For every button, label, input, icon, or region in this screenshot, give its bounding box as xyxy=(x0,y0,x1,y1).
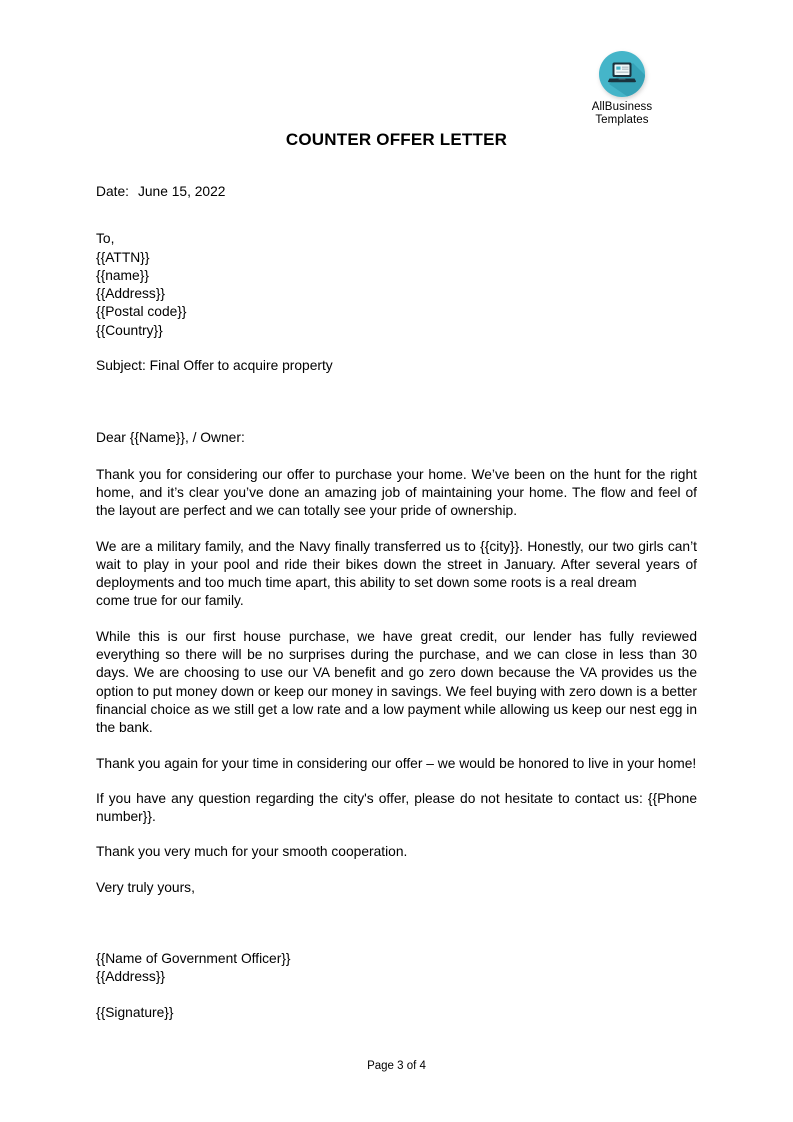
body-paragraph-3: While this is our first house purchase, we have great credit, our lender has fully reviewed everything so there will be no surprises during the purchase, and we can close in less than 30 days. We are choosing to use our VA benefit and go zero down because the VA provides us the option to put money down or keep our money in savings. We feel buying with zero down is a better financial choice as we still get a low rate and a low payment while allowing us keep our nest egg in the bank. xyxy=(96,628,698,736)
signer-address-placeholder: {{Address}} xyxy=(96,969,166,985)
brand-name-line1: AllBusiness xyxy=(591,101,653,113)
date-value: June 15, 2022 xyxy=(137,184,226,199)
body-paragraph-5: If you have any question regarding the city's offer, please do not hesitate to contact us: {{Phone number}}. xyxy=(96,790,697,825)
subject-line: Subject: Final Offer to acquire property xyxy=(96,358,333,374)
salutation: Dear {{Name}}, / Owner: xyxy=(96,430,245,446)
date-label: Date: xyxy=(96,184,129,199)
recipient-name-placeholder: {{name}} xyxy=(96,267,149,283)
closing-line: Very truly yours, xyxy=(96,879,195,895)
body-paragraph-2-line1: We are a military family, and the Navy finally transferred us to {{city}}. Honestly, our two girls can’t wait to play in your pool and ride their bikes down the street in January. After several years of deployments and too much time apart, this ability to set down some roots is a real dream xyxy=(96,538,697,591)
recipient-attn-placeholder: {{ATTN}} xyxy=(96,249,150,265)
recipient-country-placeholder: {{Country}} xyxy=(96,322,163,338)
date-line xyxy=(96,183,697,201)
body-paragraph-6: Thank you very much for your smooth cooperation. xyxy=(96,844,408,860)
recipient-address-placeholder: {{Address}} xyxy=(96,286,166,302)
body-paragraph-4: Thank you again for your time in considering our offer – we would be honored to live in your home! xyxy=(96,755,697,771)
body-paragraph-2-line2: come true for our family. xyxy=(96,593,244,609)
body-paragraph-1: Thank you for considering our offer to purchase your home. We’ve been on the hunt for the right home, and it’s clear you’ve done an amazing job of maintaining your home. The flow and feel of the layout are perfect and we can totally see your pride of ownership. xyxy=(96,466,697,519)
recipient-to: To, xyxy=(96,231,115,247)
recipient-postal-code-placeholder: {{Postal code}} xyxy=(96,304,187,320)
signer-block xyxy=(96,950,697,987)
brand-name-line2: Templates xyxy=(595,114,649,126)
body-paragraph-2 xyxy=(96,538,697,611)
letter-title: COUNTER OFFER LETTER xyxy=(285,130,508,149)
signature-placeholder: {{Signature}} xyxy=(96,1004,174,1020)
recipient-block xyxy=(96,230,697,340)
page-footer xyxy=(0,1059,793,1073)
page-indicator: Page 3 of 4 xyxy=(367,1060,426,1072)
signer-name-placeholder: {{Name of Government Officer}} xyxy=(96,951,291,967)
